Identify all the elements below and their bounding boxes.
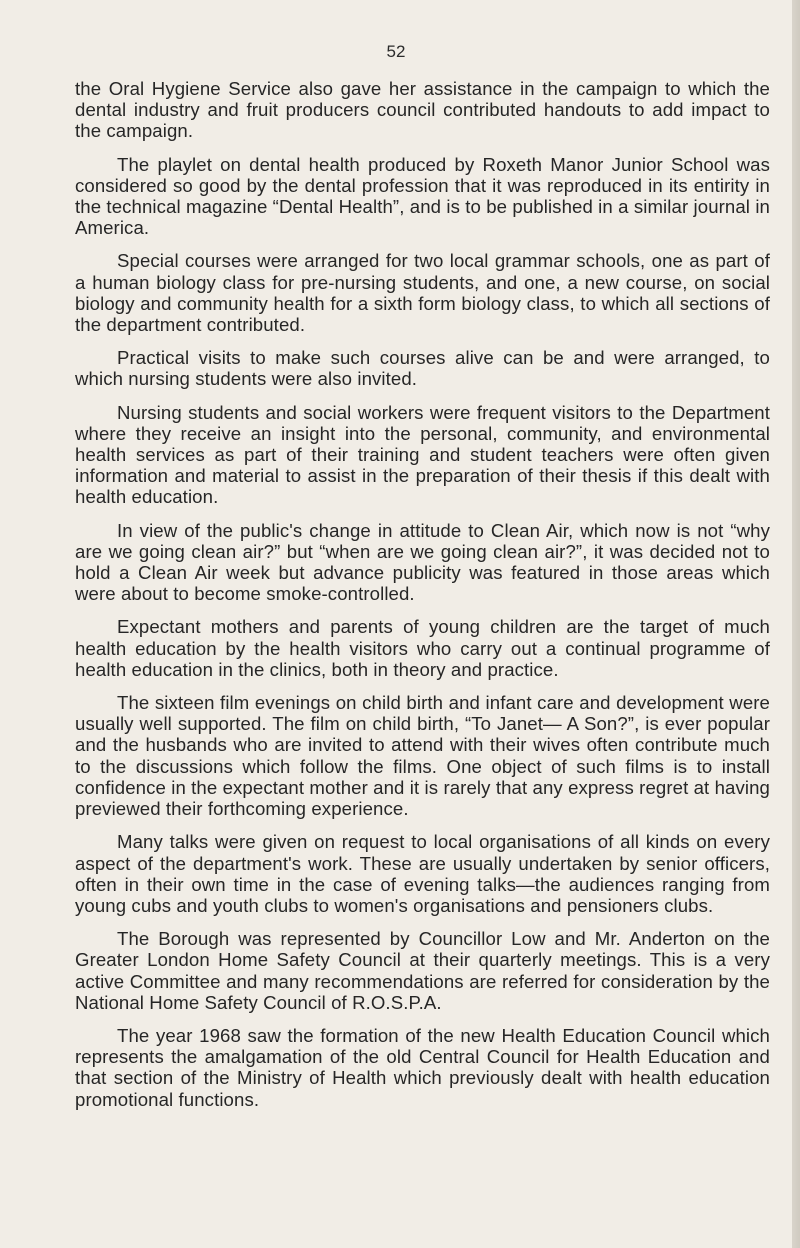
body-text	[75, 78, 770, 1122]
paragraph-clean-air: In view of the public's change in attitude to Clean Air, which now is not “why are we going clean air?” but “when are we going clean air?”, it was decided not to hold a Clean Air week but advance publicity was featured in those areas which were about to become smoke-controlled.	[75, 519, 770, 605]
page-edge	[792, 0, 800, 1248]
paragraph-health-education-council: The year 1968 saw the formation of the new Health Education Council which represents the amalgamation of the old Central Council for Health Education and that section of the Ministry of Health which previously dealt with health education promotional functions.	[75, 1024, 770, 1110]
paragraph-talks: Many talks were given on request to local organisations of all kinds on every aspect of the department's work. These are usually undertaken by senior officers, often in their own time in the case of evening talks—the audiences ranging from young cubs and youth clubs to women's organisations and pensioners clubs.	[75, 831, 770, 916]
paragraph-practical-visits: Practical visits to make such courses alive can be and were arranged, to which nursing students were also invited.	[75, 347, 770, 390]
paragraph-oral-hygiene: the Oral Hygiene Service also gave her assistance in the campaign to which the dental industry and fruit producers council contributed handouts to add impact to the campaign.	[75, 78, 770, 142]
paragraph-film-evenings: The sixteen film evenings on child birth and infant care and development were usually well supported. The film on child birth, “To Janet— A Son?”, is ever popular and the husbands who are invited to attend with their wives often contribute much to the discussions which follow the films. One object of such films is to install confidence in the expectant mother and it is rarely that any express regret at having previewed their forthcoming experience.	[75, 692, 770, 820]
paragraph-home-safety: The Borough was represented by Councillor Low and Mr. Anderton on the Greater London Home Safety Council at their quarterly meetings. This is a very active Committee and many recommendations are referred for consideration by the National Home Safety Council of R.O.S.P.A.	[75, 928, 770, 1013]
paragraph-special-courses: Special courses were arranged for two local grammar schools, one as part of a human biology class for pre-nursing students, and one, a new course, on social biology and community health for a sixth form biology class, to which all sections of the department contributed.	[75, 250, 770, 336]
paragraph-playlet: The playlet on dental health produced by Roxeth Manor Junior School was considered so good by the dental profession that it was reproduced in its entirity in the technical magazine “Dental Health”, and is to be published in a similar journal in America.	[75, 153, 770, 239]
paragraph-expectant-mothers: Expectant mothers and parents of young children are the target of much health education by the health visitors who carry out a continual programme of health education in the clinics, both in theory and practice.	[75, 616, 770, 680]
page-number: 52	[386, 42, 406, 61]
paragraph-nursing-students: Nursing students and social workers were frequent visitors to the Department where they receive an insight into the personal, community, and environmental health services as part of their training and student teachers were often given information and material to assist in the preparation of their thesis if this dealt with health education.	[75, 401, 770, 508]
